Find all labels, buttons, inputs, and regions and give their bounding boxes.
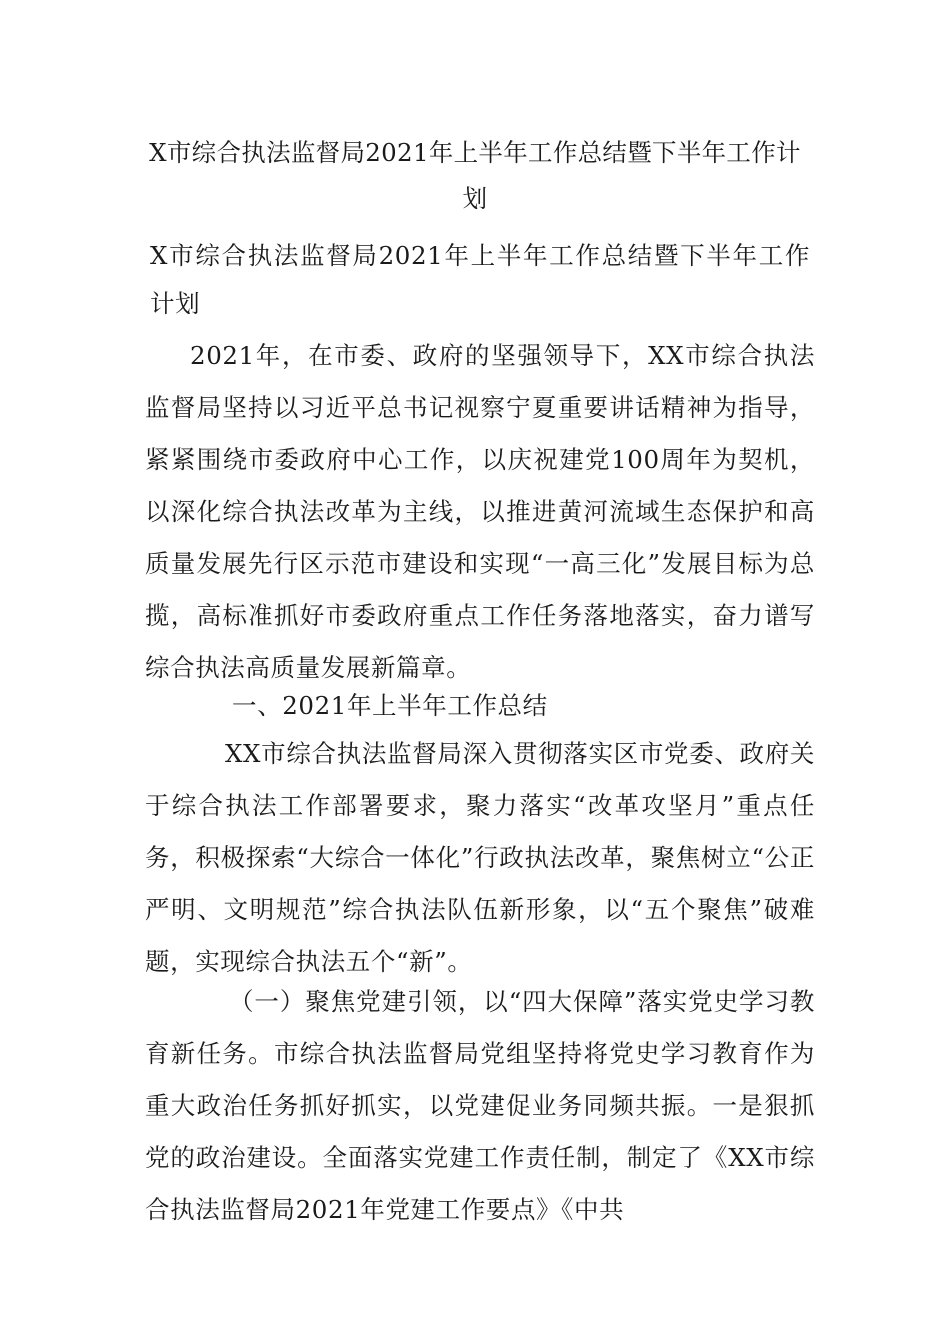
- intro-paragraph: 2021年，在市委、政府的坚强领导下，XX市综合执法监督局坚持以习近平总书记视察宁夏重要讲话精神为指导，紧紧围绕市委政府中心工作，以庆祝建党100周年为契机，以深化综合执法改革为主线，以推进黄河流域生态保护和高质量发展先行区示范市建设和实现“一高三化”发展目标为总揽，高标准抓好市委政府重点工作任务落地落实，奋力谱写综合执法高质量发展新篇章。: [145, 341, 815, 682]
- section-heading: 一、2021年上半年工作总结: [232, 691, 548, 720]
- summary-paragraph: XX市综合执法监督局深入贯彻落实区市党委、政府关于综合执法工作部署要求，聚力落实“改革攻坚月”重点任务，积极探索“大综合一体化”行政执法改革，聚焦树立“公正严明、文明规范”综合执法队伍新形象，以“五个聚焦”破难题，实现综合执法五个“新”。: [145, 739, 815, 976]
- document-title: X市综合执法监督局2021年上半年工作总结暨下半年工作计划: [149, 138, 801, 213]
- section-1-paragraph: （一）聚焦党建引领，以“四大保障”落实党史学习教育新任务。市综合执法监督局党组坚持将党史学习教育作为重大政治任务抓好抓实，以党建促业务同频共振。一是狠抓党的政治建设。全面落实党建工作责任制，制定了《XX市综合执法监督局2021年党建工作要点》《中共: [145, 987, 815, 1224]
- document-subtitle: X市综合执法监督局2021年上半年工作总结暨下半年工作计划: [150, 241, 810, 318]
